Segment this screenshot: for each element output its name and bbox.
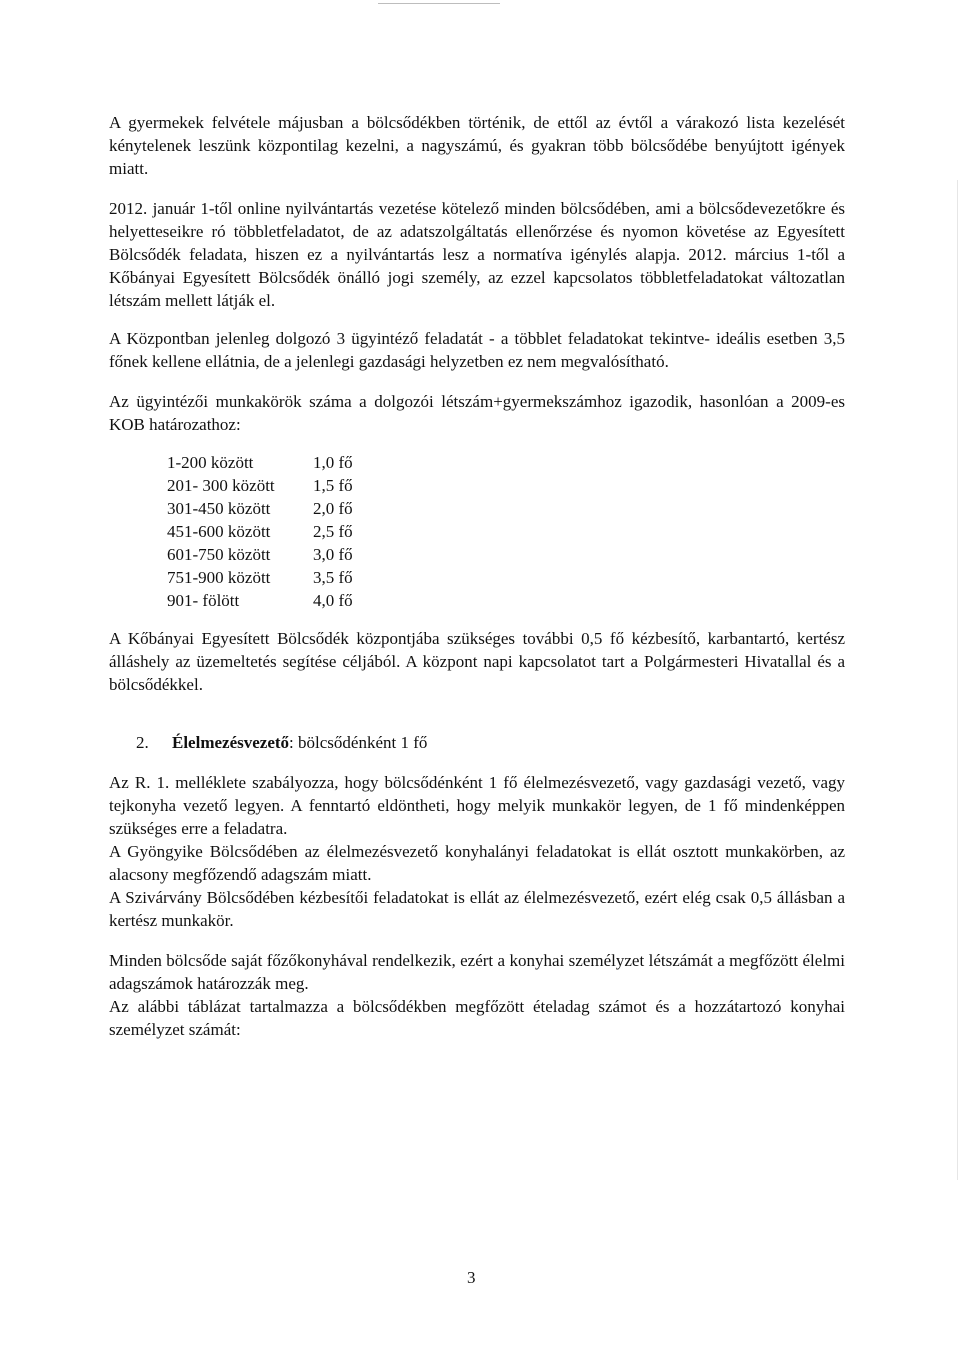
paragraph-online-registry-part2: 2012. március 1-től a Kőbányai Egyesített Bölcsődék önálló jogi személy, az ezzel kapcsolatos többletfeladatokat változatlan létszám mellett látják el. [109,245,846,310]
table-cell-value: 2,0 fő [313,499,353,518]
document-body [109,111,845,1041]
paragraph-admin-roles: Az ügyintézői munkakörök száma a dolgozói létszám+gyermekszámhoz igazodik, hasonlóan a 2009-es KOB határozathoz: [109,392,845,434]
staff-ratio-table [167,451,845,612]
table-cell-value: 3,5 fő [313,568,353,587]
table-row [167,497,845,520]
section-number: 2. [136,733,149,752]
paragraph-regulation: Az R. 1. melléklete szabályozza, hogy bölcsődénként 1 fő élelmezésvezető, vagy gazdasági vezető, vagy tejkonyha vezető legyen. A fenntartó eldöntheti, hogy melyik munkakör legyen, de 1 fő mindenképpen szükséges erre a feladatra. [109,773,845,838]
table-row [167,543,845,566]
scan-artifact-right [957,180,958,1180]
section-title-rest: : bölcsődénként 1 fő [289,733,428,752]
table-cell-value: 1,0 fő [313,453,353,472]
paragraph-kitchen: Minden bölcsőde saját főzőkonyhával rendelkezik, ezért a konyhai személyzet létszámát a megfőzött élelmi adagszámok határozzák meg. [109,951,845,993]
table-row [167,451,845,474]
table-cell-range: 601-750 között [167,545,271,564]
table-row [167,589,845,612]
table-cell-range: 301-450 között [167,499,271,518]
table-cell-range: 1-200 között [167,453,254,472]
table-cell-value: 1,5 fő [313,476,353,495]
paragraph-table-intro: Az alábbi táblázat tartalmazza a bölcsődékben megfőzött ételadag számot és a hozzátartozó konyhai személyzet számát: [109,997,845,1039]
table-cell-range: 901- fölött [167,591,240,610]
table-cell-range: 451-600 között [167,522,271,541]
paragraph-central-staff: A Központban jelenleg dolgozó 3 ügyintéző feladatát - a többlet feladatokat tekintve- ideális esetben 3,5 főnek kellene ellátnia, de a jelenlegi gazdasági helyzetben ez nem megvalósítható. [109,329,845,371]
table-cell-range: 201- 300 között [167,476,275,495]
page-number: 3 [467,1268,476,1287]
table-cell-value: 2,5 fő [313,522,353,541]
table-cell-value: 4,0 fő [313,591,353,610]
paragraph-admission: A gyermekek felvétele májusban a bölcsődékben történik, de ettől az évtől a várakozó lista kezelését kénytelenek leszünk központilag kezelni, a nagyszámú, és gyakran több bölcsődébe benyújtott igények miatt. [109,113,845,178]
section-title-bold: Élelmezésvezető [172,733,290,752]
table-row [167,520,845,543]
table-row [167,566,845,589]
paragraph-extra-staff: A Kőbányai Egyesített Bölcsődék központjába szükséges további 0,5 fő kézbesítő, karbantartó, kertész álláshely az üzemeltetés segítése céljából. A központ napi kapcsolatot tart a Polgármesteri Hivatallal és a bölcsődékkel. [109,629,845,694]
paragraph-online-registry-part1: 2012. január 1-től online nyilvántartás vezetése kötelező minden bölcsődében, ami a bölcsődevezetőkre és helyetteseikre ró többletfeladatot, de az adatszolgáltatás ellenőrzése és nyomon követése az Egyesített Bölcsődék feladata, hiszen ez a nyilvántartás lesz a normatíva igénylés alapja. [109,199,845,264]
scan-artifact-top [378,3,500,4]
table-cell-range: 751-900 között [167,568,271,587]
paragraph-gyongyike: A Gyöngyike Bölcsődében az élelmezésvezető konyhalányi feladatokat is ellát osztott munkakörben, az alacsony megfőzendő adagszám miatt. [109,842,845,884]
paragraph-szivarvany: A Szivárvány Bölcsődében kézbesítői feladatokat is ellát az élelmezésvezető, ezért elég csak 0,5 állásban a kertész munkakör. [109,888,845,930]
table-row [167,474,845,497]
section-heading [109,731,845,754]
table-cell-value: 3,0 fő [313,545,353,564]
paragraph-online-registry [109,197,845,312]
